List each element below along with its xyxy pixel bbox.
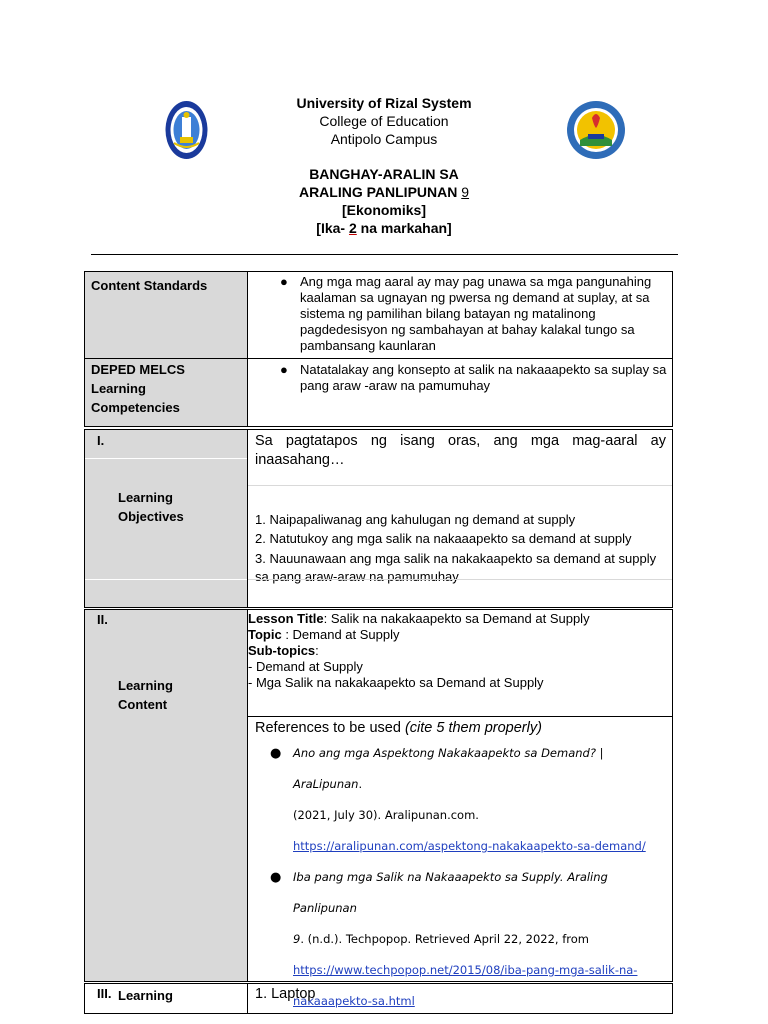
objectives-cell [248, 430, 673, 608]
learning-content-label: II. Learning Content [85, 610, 248, 982]
reference-item: ● Ano ang mga Aspektong Nakakaapekto sa Demand? | AraLipunan. [270, 746, 604, 791]
reference-item: ● Iba pang mga Salik na Nakaaapekto sa Supply. Araling Panlipunan [270, 870, 608, 915]
references-heading: References to be used (cite 5 them properly) [255, 720, 542, 736]
melcs-text: ● Natatalakay ang konsepto at salik na nakaaapekto sa suplay sa pang araw -araw na pamumuhay [280, 362, 667, 393]
resource-item: 1. Laptop [255, 986, 316, 1002]
reference-link-2-cont[interactable]: nakaaapekto-sa.html [293, 994, 415, 1008]
learning-resources-label: III. Learning [85, 984, 248, 1014]
objectives-label: I. Learning Objectives [85, 430, 248, 608]
learning-resources-cell [248, 984, 673, 1014]
plan-subject-line: ARALING PANLIPUNAN 9 [298, 184, 470, 200]
campus-name: Antipolo Campus [330, 131, 438, 147]
reference-link-2[interactable]: https://www.techpopop.net/2015/08/iba-pang-mga-salik-na- [293, 963, 638, 977]
university-name: University of Rizal System [296, 95, 472, 111]
header-divider [91, 254, 678, 255]
quarter-number: 2 [348, 220, 357, 236]
plan-title: BANGHAY-ARALIN SA [309, 166, 459, 182]
lesson-plan-table [84, 271, 673, 1014]
melcs-label: DEPED MELCS Learning Competencies [85, 359, 248, 427]
reference-detail: (2021, July 30). Aralipunan.com. [293, 808, 479, 822]
content-standards-text: ● Ang mga mag aaral ay may pag unawa sa mga pangunahing kaalaman sa ugnayan ng pwersa ng demand at suplay, at sa sistema ng pamilihan bilang batayan ng matalinong pagdedesisyon ng sambahayan at bahay kalakal tungo sa pambansang kaunlaran [280, 274, 652, 353]
subtopics-label: Sub-topics: [248, 643, 319, 658]
subtopic-item: - Demand at Supply [248, 659, 363, 674]
plan-subject: [Ekonomiks] [341, 202, 426, 218]
reference-detail: 9. (n.d.). Techpopop. Retrieved April 22, 2022, from [293, 932, 589, 946]
subtopic-item: - Mga Salik na nakakaapekto sa Demand at Supply [248, 675, 544, 690]
plan-quarter: [Ika- 2 na markahan] [316, 220, 452, 236]
objective-item: 1. Naipapaliwanag ang kahulugan ng demand at supply [255, 512, 576, 527]
content-standards-label: Content Standards [85, 272, 248, 359]
topic: Topic : Demand at Supply [248, 627, 400, 642]
grade-level: 9 [461, 184, 470, 200]
lesson-title: Lesson Title: Salik na nakakaapekto sa Demand at Supply [248, 611, 590, 626]
college-name: College of Education [319, 113, 449, 129]
objective-item: 3. Nauunawaan ang mga salik na nakakaapekto sa demand at supply sa pang araw-araw na pamumuhay [255, 551, 657, 584]
content-standards-cell [248, 272, 673, 359]
reference-link-1[interactable]: https://aralipunan.com/aspektong-nakakaapekto-sa-demand/ [293, 839, 646, 853]
objective-item: 2. Natutukoy ang mga salik na nakaaapekto sa demand at supply [255, 531, 632, 546]
objectives-intro: Sa pagtatapos ng isang oras, ang mga mag-aaral ay inaasahang… [255, 433, 666, 468]
melcs-cell [248, 359, 673, 427]
